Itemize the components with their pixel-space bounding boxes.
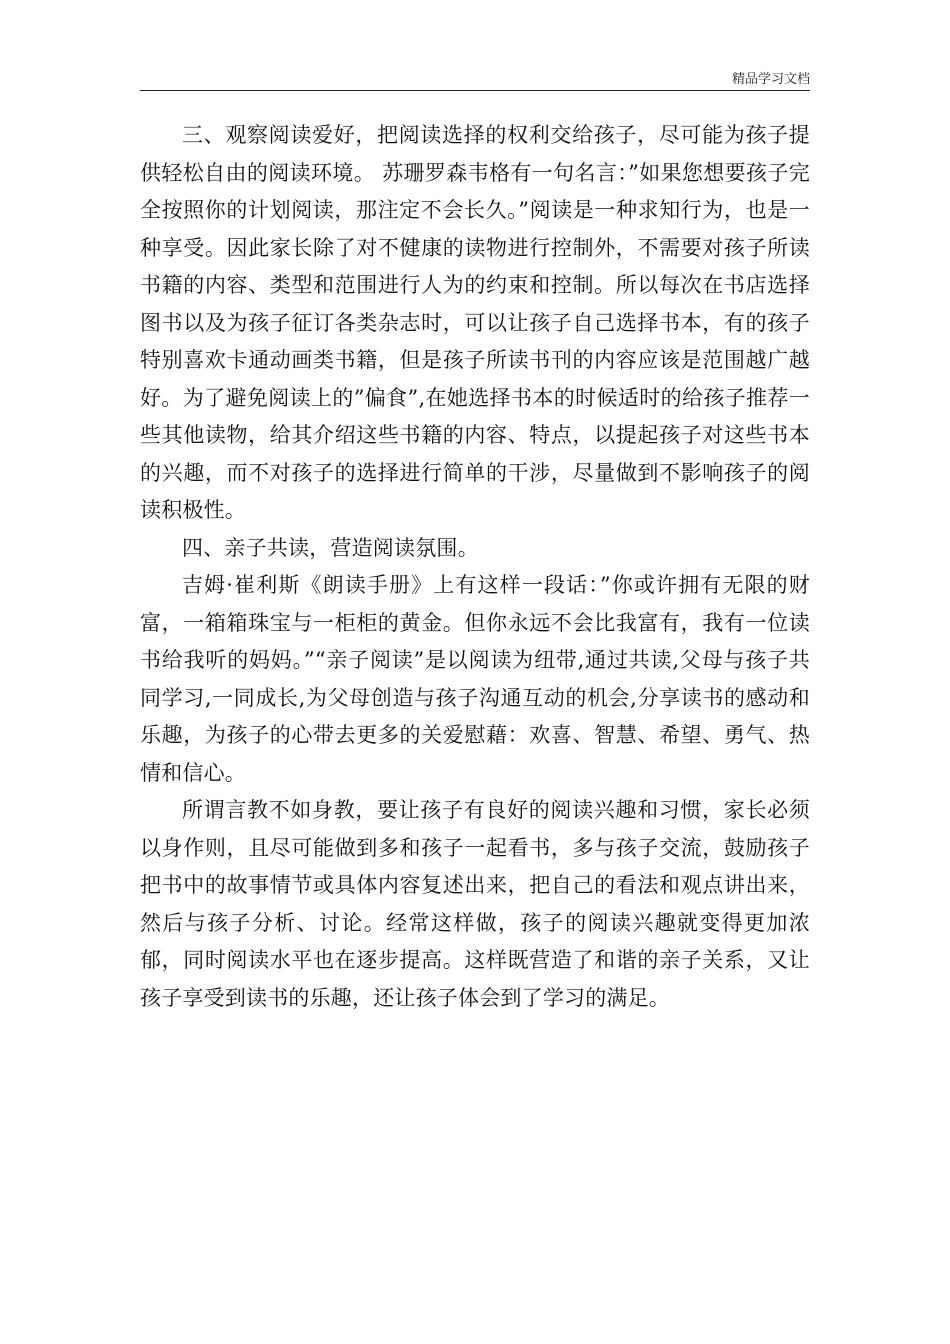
document-body [140, 117, 810, 1017]
page-header [140, 62, 810, 91]
header-label: 精品学习文档 [731, 72, 810, 87]
paragraph-read-aloud-quote: 吉姆·崔利斯《朗读手册》上有这样一段话：”你或许拥有无限的财富，一箱箱珠宝与一柜柜的黄金。但你永远不会比我富有，我有一位读书给我听的妈妈。”“亲子阅读”是以阅读为纽带,通过共读,父母与孩子共同学习,一同成长,为父母创造与孩子沟通互动的机会,分享读书的感动和乐趣，为孩子的心带去更多的关爱慰藉：欢喜、智慧、希望、勇气、热情和信心。 [140, 573, 810, 785]
paragraph-reading-preferences: 三、观察阅读爱好，把阅读选择的权利交给孩子，尽可能为孩子提供轻松自由的阅读环境。 苏珊罗森韦格有一句名言：”如果您想要孩子完全按照你的计划阅读，那注定不会长久。”阅读是一种求知行为，也是一种享受。因此家长除了对不健康的读物进行控制外，不需要对孩子所读书籍的内容、类型和范围进行人为的约束和控制。所以每次在书店选择图书以及为孩子征订各类杂志时，可以让孩子自己选择书本，有的孩子特别喜欢卡通动画类书籍，但是孩子所读书刊的内容应该是范围越广越好。为了避免阅读上的”偏食”,在她选择书本的时候适时的给孩子推荐一些其他读物，给其介绍这些书籍的内容、特点，以提起孩子对这些书本的兴趣，而不对孩子的选择进行简单的干涉，尽量做到不影响孩子的阅读积极性。 [140, 123, 810, 522]
paragraph-section-heading: 四、亲子共读，营造阅读氛围。 [182, 535, 479, 560]
paragraph-lead-by-example: 所谓言教不如身教，要让孩子有良好的阅读兴趣和习惯，家长必须以身作则，且尽可能做到多和孩子一起看书，多与孩子交流，鼓励孩子把书中的故事情节或具体内容复述出来，把自己的看法和观点讲出来，然后与孩子分析、讨论。经常这样做，孩子的阅读兴趣就变得更加浓郁，同时阅读水平也在逐步提高。这样既营造了和谐的亲子关系，又让孩子享受到读书的乐趣，还让孩子体会到了学习的满足。 [140, 798, 810, 1010]
